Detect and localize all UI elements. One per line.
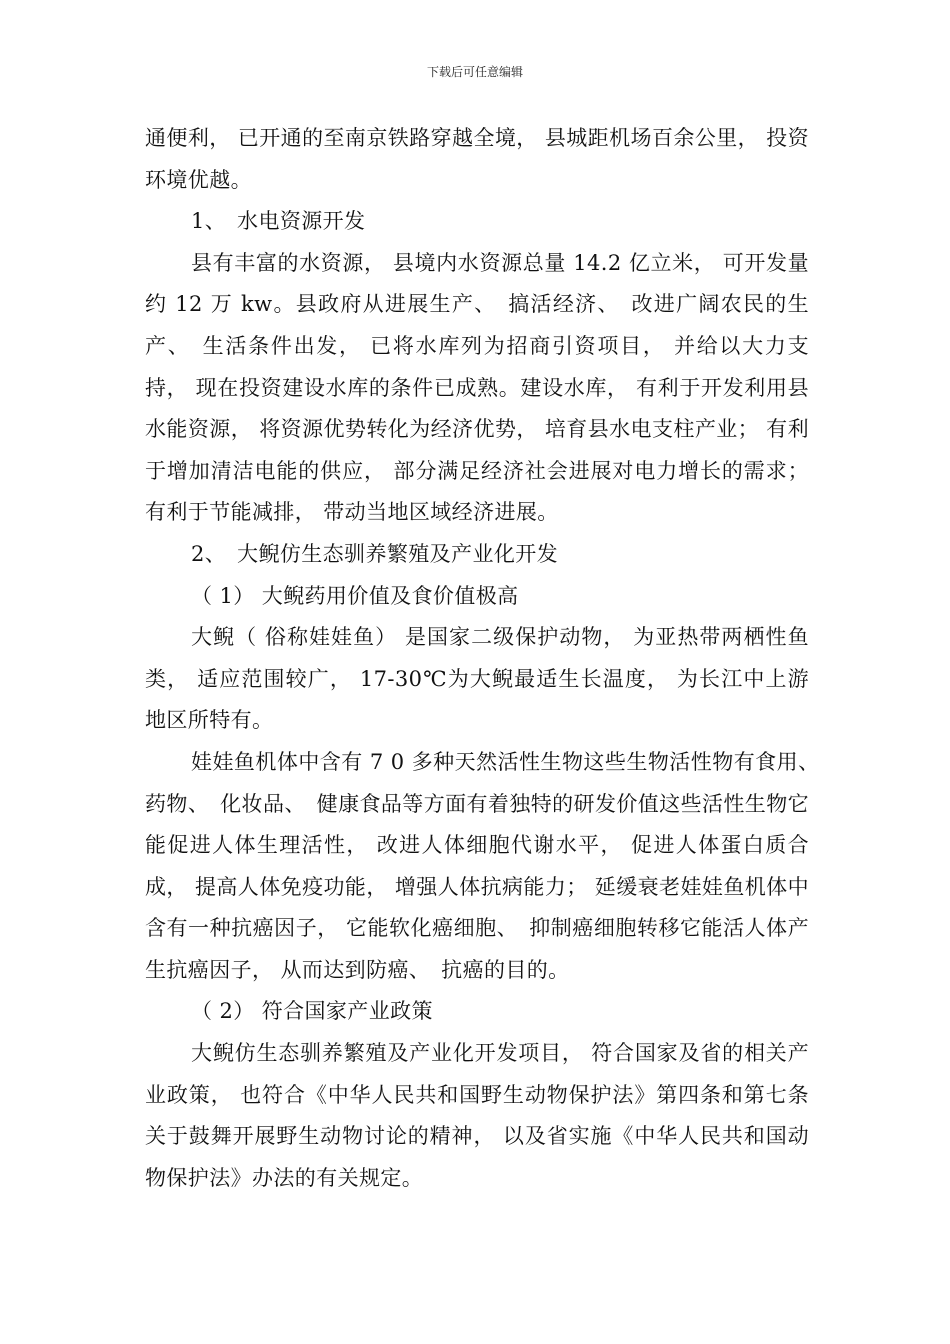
subsection-heading-policy: （ 2） 符合国家产业政策 — [191, 999, 433, 1024]
document-body — [145, 118, 831, 1199]
section-heading-salamander: 2、 大鲵仿生态驯养繁殖及产业化开发 — [191, 541, 559, 566]
paragraph-hydropower: 县有丰富的水资源， 县境内水资源总量 14.2 亿立米， 可开发量约 12 万 kw。县政府从进展生产、 搞活经济、 改进广阔农民的生产、 生活条件出发， 已将水库列为招商引资项目， 并给以大力支持， 现在投资建设水库的条件已成熟。建设水库， 有利于开发利用县水能资源， 将资源优势转化为经济优势， 培育县水电支柱产业； 有利于增加清洁电能的供应， 部分满足经济社会进展对电力增长的需求； 有利于节能减排， 带动当地区域经济进展。 — [145, 250, 809, 525]
page-header-note: 下载后可任意编辑 — [426, 65, 523, 79]
paragraph-transport: 通便利， 已开通的至南京铁路穿越全境， 县城距机场百余公里， 投资环境优越。 — [145, 126, 809, 192]
paragraph-policy: 大鲵仿生态驯养繁殖及产业化开发项目， 符合国家及省的相关产业政策， 也符合《中华人民共和国野生动物保护法》第四条和第七条关于鼓舞开展野生动物讨论的精神， 以及省实施《中华人民共和国动物保护法》办法的有关规定。 — [145, 1041, 809, 1190]
paragraph-salamander-bioactive: 娃娃鱼机体中含有 7 0 多种天然活性生物这些生物活性物有食用、 药物、 化妆品、 健康食品等方面有着独特的研发价值这些活性生物它能促进人体生理活性， 改进人体细胞代谢水平， 促进人体蛋白质合成， 提高人体免疫功能， 增强人体抗病能力； 延缓衰老娃娃鱼机体中含有一种抗癌因子， 它能软化癌细胞、 抑制癌细胞转移它能活人体产生抗癌因子， 从而达到防癌、 抗癌的目的。 — [145, 749, 831, 982]
section-heading-hydropower: 1、 水电资源开发 — [191, 209, 366, 234]
subsection-heading-value: （ 1） 大鲵药用价值及食价值极高 — [191, 583, 519, 608]
paragraph-salamander-intro: 大鲵（ 俗称娃娃鱼） 是国家二级保护动物， 为亚热带两栖性鱼类， 适应范围较广， 17-30℃为大鲵最适生长温度， 为长江中上游地区所特有。 — [145, 625, 809, 733]
